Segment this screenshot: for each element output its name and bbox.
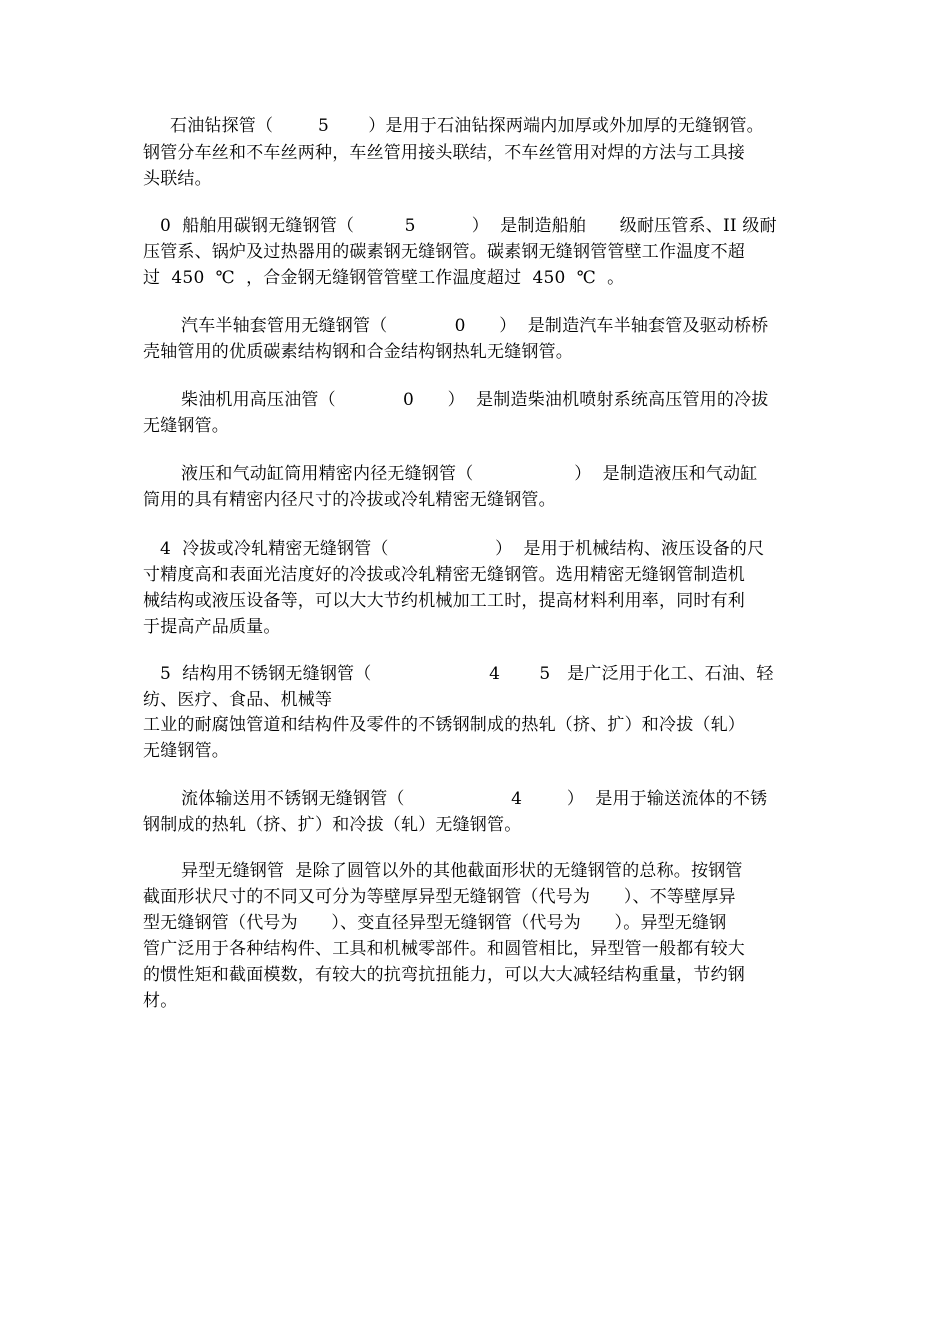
paragraph-line: 汽车半轴套管用无缝钢管（ 0 ） 是制造汽车半轴套管及驱动桥桥 [181, 316, 769, 336]
paragraph-line: 型无缝钢管（代号为 ）、变直径异型无缝钢管（代号为 ）。异型无缝钢 [143, 913, 727, 933]
paragraph-line: 5 结构用不锈钢无缝钢管（ 4 5 是广泛用于化工、石油、轻 [160, 664, 774, 684]
paragraph-line: 0 船舶用碳钢无缝钢管（ 5 ） 是制造船舶 级耐压管系、II 级耐 [160, 216, 777, 236]
paragraph-line: 壳轴管用的优质碳素结构钢和合金结构钢热轧无缝钢管。 [143, 342, 573, 362]
paragraph-line: 异型无缝钢管 是除了圆管以外的其他截面形状的无缝钢管的总称。按钢管 [181, 861, 743, 881]
paragraph-line: 筒用的具有精密内径尺寸的冷拔或冷轧精密无缝钢管。 [143, 490, 556, 510]
paragraph-line: 械结构或液压设备等，可以大大节约机械加工工时，提高材料利用率，同时有利 [143, 591, 745, 611]
paragraph-line: 纺、医疗、食品、机械等 [143, 690, 333, 710]
paragraph-line: 液压和气动缸筒用精密内径无缝钢管（ ） 是制造液压和气动缸 [181, 464, 758, 484]
paragraph-line: 管广泛用于各种结构件、工具和机械零部件。和圆管相比，异型管一般都有较大 [143, 939, 745, 959]
paragraph-line: 流体输送用不锈钢无缝钢管（ 4 ） 是用于输送流体的不锈 [181, 789, 768, 809]
paragraph-line: 钢制成的热轧（挤、扩）和冷拔（轧）无缝钢管。 [143, 815, 522, 835]
paragraph-line: 工业的耐腐蚀管道和结构件及零件的不锈钢制成的热轧（挤、扩）和冷拔（轧） [143, 715, 745, 735]
paragraph-line: 截面形状尺寸的不同又可分为等壁厚异型无缝钢管（代号为 ）、不等壁厚异 [143, 887, 736, 907]
paragraph-line: 无缝钢管。 [143, 416, 229, 436]
paragraph-line: 钢管分车丝和不车丝两种，车丝管用接头联结，不车丝管用对焊的方法与工具接 [143, 143, 745, 163]
paragraph-line: 无缝钢管。 [143, 741, 229, 761]
paragraph-line: 头联结。 [143, 169, 212, 189]
paragraph-line: 的惯性矩和截面模数，有较大的抗弯抗扭能力，可以大大减轻结构重量，节约钢 [143, 965, 745, 985]
paragraph-line: 压管系、锅炉及过热器用的碳素钢无缝钢管。碳素钢无缝钢管管壁工作温度不超 [143, 242, 745, 262]
paragraph-line: 柴油机用高压油管（ 0 ） 是制造柴油机喷射系统高压管用的冷拔 [181, 390, 769, 410]
paragraph-line: 4 冷拔或冷轧精密无缝钢管（ ） 是用于机械结构、液压设备的尺 [160, 539, 765, 559]
paragraph-line: 寸精度高和表面光洁度好的冷拔或冷轧精密无缝钢管。选用精密无缝钢管制造机 [143, 565, 745, 585]
paragraph-line: 石油钻探管（ 5 ）是用于石油钻探两端内加厚或外加厚的无缝钢管。 [170, 116, 764, 136]
paragraph-line: 材。 [143, 991, 178, 1011]
paragraph-line: 过 450 ℃ ，合金钢无缝钢管管壁工作温度超过 450 ℃ 。 [143, 268, 625, 288]
paragraph-line: 于提高产品质量。 [143, 617, 281, 637]
